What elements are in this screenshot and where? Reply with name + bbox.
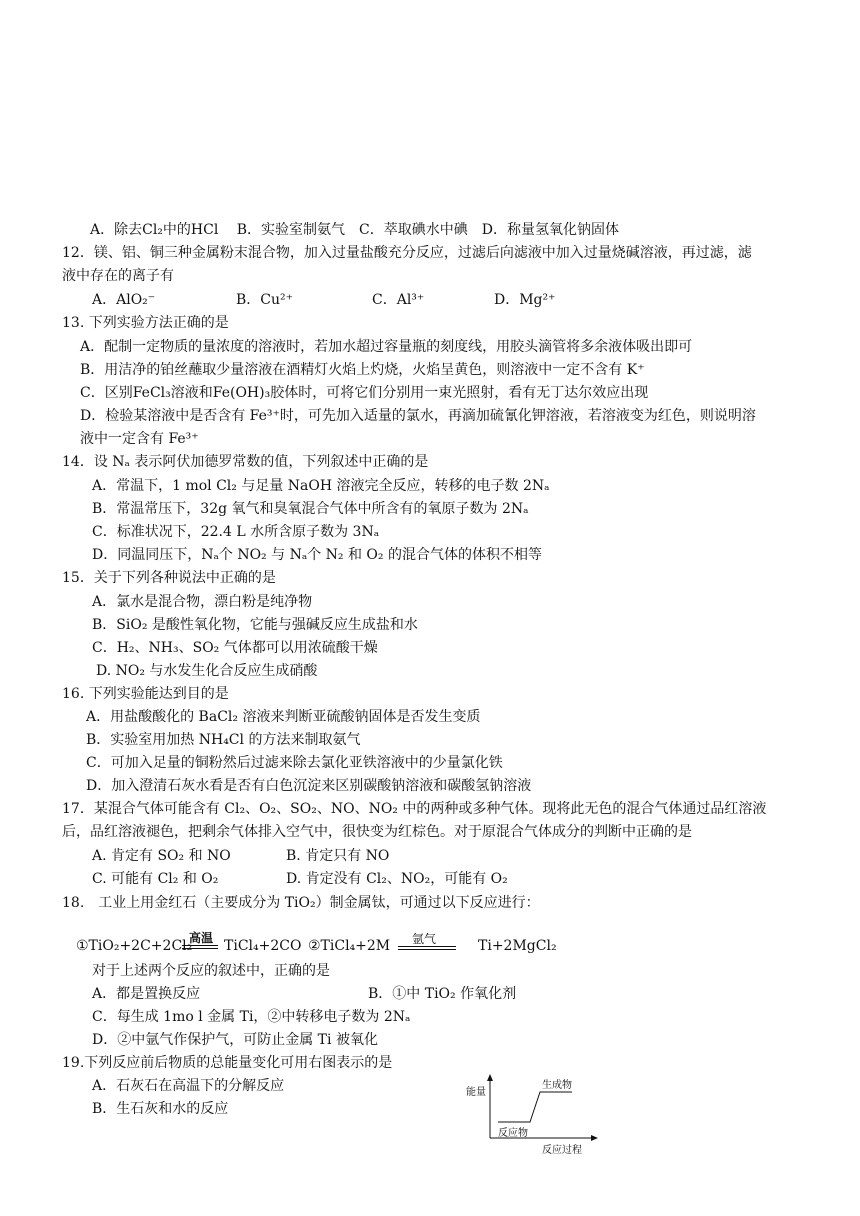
q18-eq2-arrow-bar bbox=[398, 946, 456, 947]
q17-stem-line2: 后，品红溶液褪色，把剩余气体排入空气中，很快变为红棕色。对于原混合气体成分的判断中正确的是 bbox=[62, 824, 692, 840]
q16-option-d: D．加入澄清石灰水看是否有白色沉淀来区别碳酸钠溶液和碳酸氢钠溶液 bbox=[86, 778, 532, 794]
q12-option-a: A．AlO₂⁻ bbox=[92, 292, 156, 308]
diagram-product-label: 生成物 bbox=[542, 1080, 572, 1091]
diagram-reactant-label: 反应物 bbox=[498, 1128, 528, 1139]
q14-stem: 14．设 Nₐ 表示阿伏加德罗常数的值，下列叙述中正确的是 bbox=[62, 454, 429, 470]
q15-option-b: B．SiO₂ 是酸性氧化物，它能与强碱反应生成盐和水 bbox=[92, 617, 418, 633]
q15-option-d: D. NO₂ 与水发生化合反应生成硝酸 bbox=[96, 663, 318, 679]
energy-diagram bbox=[460, 1072, 610, 1154]
q18-eq1-condition: 高温 bbox=[189, 931, 214, 945]
q17-option-a: A. 肯定有 SO₂ 和 NO bbox=[92, 848, 231, 864]
q18-eq1-left: ①TiO₂+2C+2Cl₂ bbox=[76, 938, 193, 954]
q16-option-c: C．可加入足量的铜粉然后过滤来除去氯化亚铁溶液中的少量氯化铁 bbox=[86, 755, 503, 771]
diagram-x-label: 反应过程 bbox=[542, 1145, 582, 1156]
q13-option-c: C．区别FeCl₃溶液和Fe(OH)₃胶体时，可将它们分别用一束光照射，看有无丁达尔效应出现 bbox=[80, 385, 649, 401]
q18-eq2-left: ②TiCl₄+2M bbox=[308, 938, 391, 954]
q18-eq2-arrow-bar2 bbox=[398, 949, 456, 950]
q19-stem: 19.下列反应前后物质的总能量变化可用右图表示的是 bbox=[62, 1055, 393, 1071]
q18-eq1-right: TiCl₄+2CO bbox=[224, 938, 302, 954]
q16-option-a: A．用盐酸酸化的 BaCl₂ 溶液来判断亚硫酸钠固体是否发生变质 bbox=[86, 709, 481, 725]
q18-eq1-arrow-bar2 bbox=[182, 948, 218, 949]
q13-stem: 13. 下列实验方法正确的是 bbox=[62, 315, 229, 331]
q13-option-a: A．配制一定物质的量浓度的溶液时，若加水超过容量瓶的刻度线，用胶头滴管将多余液体吸出即可 bbox=[80, 339, 693, 355]
q16-stem: 16. 下列实验能达到目的是 bbox=[62, 686, 229, 702]
q15-option-c: C．H₂、NH₃、SO₂ 气体都可以用浓硫酸干燥 bbox=[92, 640, 378, 656]
q18-eq2-condition: 氩气 bbox=[412, 932, 437, 946]
q18-option-a: A．都是置换反应 bbox=[92, 986, 201, 1002]
q15-option-a: A．氯水是混合物，漂白粉是纯净物 bbox=[92, 594, 313, 610]
q16-option-b: B．实验室用加热 NH₄Cl 的方法来制取氨气 bbox=[86, 732, 361, 748]
q17-option-d: D. 肯定没有 Cl₂、NO₂，可能有 O₂ bbox=[286, 871, 508, 887]
q19-option-b: B．生石灰和水的反应 bbox=[92, 1101, 229, 1117]
q17-option-b: B. 肯定只有 NO bbox=[286, 848, 390, 864]
q17-stem-line1: 17．某混合气体可能含有 Cl₂、O₂、SO₂、NO、NO₂ 中的两种或多种气体。现将此无色的混合气体通过品红溶液 bbox=[62, 801, 767, 817]
q12-stem-line1: 12．镁、铝、铜三种金属粉末混合物，加入过量盐酸充分反应，过滤后向滤液中加入过量烧碱溶液，再过滤，滤 bbox=[62, 245, 752, 261]
q14-option-a: A．常温下，1 mol Cl₂ 与足量 NaOH 溶液完全反应，转移的电子数 2Nₐ bbox=[92, 478, 550, 494]
q14-option-b: B．常温常压下，32g 氧气和臭氧混合气体中所含有的氧原子数为 2Nₐ bbox=[92, 501, 529, 517]
q18-substem: 对于上述两个反应的叙述中，正确的是 bbox=[92, 963, 330, 979]
q12-option-b: B．Cu²⁺ bbox=[236, 292, 294, 308]
x-axis-arrowhead bbox=[591, 1135, 598, 1141]
q13-option-b: B．用洁净的铂丝蘸取少量溶液在酒精灯火焰上灼烧，火焰呈黄色，则溶液中一定不含有 K⁺ bbox=[80, 362, 645, 378]
q11-options: A．除去Cl₂中的HCl B．实验室制氨气 C．萃取碘水中碘 D．称量氢氧化钠固体 bbox=[90, 222, 619, 238]
q19-option-a: A．石灰石在高温下的分解反应 bbox=[92, 1078, 285, 1094]
q12-option-d: D．Mg²⁺ bbox=[494, 292, 556, 308]
q18-stem: 18. 工业上用金红石（主要成分为 TiO₂）制金属钛，可通过以下反应进行： bbox=[62, 895, 540, 911]
q14-option-d: D．同温同压下，Nₐ个 NO₂ 与 Nₐ个 N₂ 和 O₂ 的混合气体的体积不相等 bbox=[92, 547, 542, 563]
energy-curve bbox=[498, 1092, 572, 1122]
q13-option-d-line2: 液中一定含有 Fe³⁺ bbox=[80, 431, 199, 447]
q17-option-c: C. 可能有 Cl₂ 和 O₂ bbox=[92, 871, 219, 887]
q12-stem-line2: 液中存在的离子有 bbox=[62, 268, 174, 284]
q14-option-c: C．标准状况下，22.4 L 水所含原子数为 3Nₐ bbox=[92, 524, 380, 540]
q18-option-b: B．①中 TiO₂ 作氧化剂 bbox=[368, 986, 517, 1002]
y-axis-arrowhead bbox=[487, 1074, 493, 1081]
q18-eq1-arrow-bar bbox=[182, 945, 218, 946]
q18-option-d: D．②中氩气作保护气，可防止金属 Ti 被氧化 bbox=[92, 1032, 378, 1048]
diagram-y-label: 能量 bbox=[466, 1087, 486, 1098]
q15-stem: 15．关于下列各种说法中正确的是 bbox=[62, 570, 276, 586]
q18-option-c: C．每生成 1mo l 金属 Ti，②中转移电子数为 2Nₐ bbox=[92, 1009, 411, 1025]
q13-option-d-line1: D．检验某溶液中是否含有 Fe³⁺时，可先加入适量的氯水，再滴加硫氰化钾溶液，若溶液变为红色，则说明溶 bbox=[80, 408, 756, 424]
q18-eq2-right: Ti+2MgCl₂ bbox=[478, 938, 557, 954]
q12-option-c: C．Al³⁺ bbox=[372, 292, 425, 308]
